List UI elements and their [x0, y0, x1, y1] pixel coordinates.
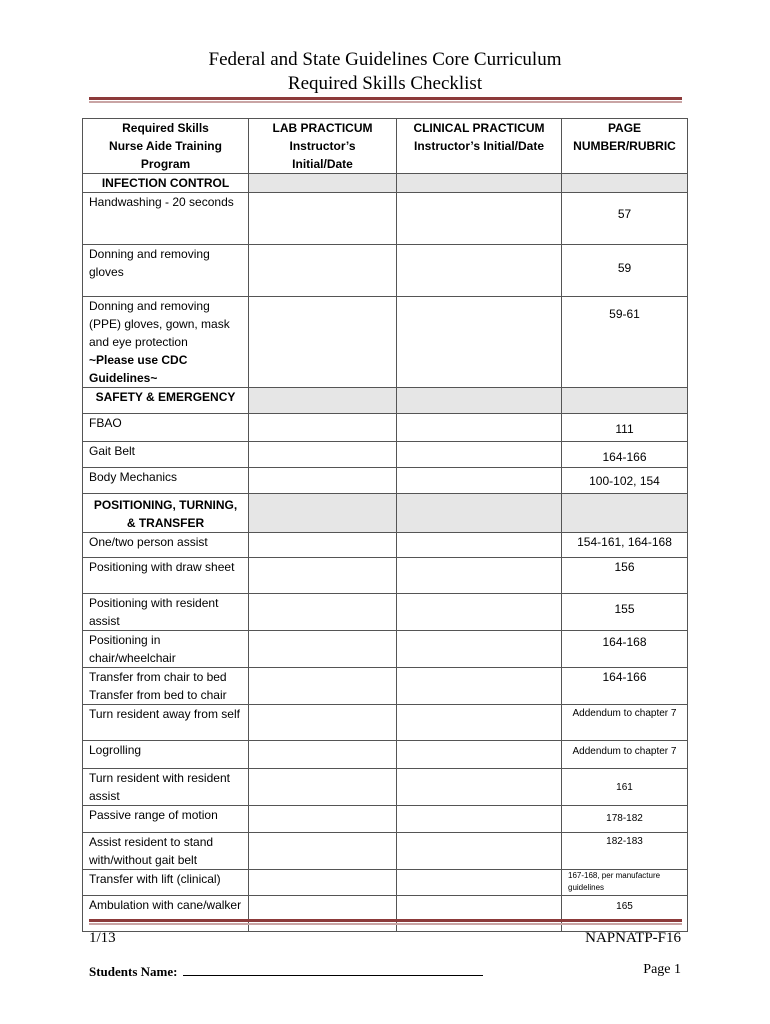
column-header-lab: LAB PRACTICUM Instructor’s Initial/Date	[249, 119, 397, 174]
skill-cell: Positioning in chair/wheelchair	[83, 631, 249, 668]
column-header-page: PAGE NUMBER/RUBRIC	[562, 119, 688, 174]
table-row	[83, 594, 688, 631]
lab-initial-cell[interactable]	[249, 245, 397, 297]
section-label: POSITIONING, TURNING, & TRANSFER	[83, 494, 249, 533]
skill-cell: Gait Belt	[83, 442, 249, 468]
table-row	[83, 705, 688, 741]
clinical-initial-cell[interactable]	[397, 468, 562, 494]
lab-initial-cell[interactable]	[249, 631, 397, 668]
table-row	[83, 806, 688, 833]
clinical-initial-cell[interactable]	[397, 806, 562, 833]
lab-initial-cell[interactable]	[249, 558, 397, 594]
skill-cell: Turn resident with resident assist	[83, 769, 249, 806]
footer-form-number: NAPNATP-F16	[585, 930, 681, 946]
skill-cell: Donning and removing gloves	[83, 245, 249, 297]
page-cell: 59	[562, 245, 688, 297]
clinical-initial-cell[interactable]	[397, 870, 562, 896]
lab-initial-cell[interactable]	[249, 896, 397, 932]
page-cell: 167-168, per manufacture guidelines	[562, 870, 688, 896]
page-number: Page 1	[643, 962, 681, 977]
lab-initial-cell[interactable]	[249, 769, 397, 806]
clinical-initial-cell[interactable]	[397, 705, 562, 741]
lab-initial-cell[interactable]	[249, 414, 397, 442]
clinical-initial-cell[interactable]	[397, 833, 562, 870]
table-row	[83, 833, 688, 870]
skill-cell: Donning and removing (PPE) gloves, gown, mask and eye protection ~Please use CDC Guidelines~	[83, 297, 249, 388]
table-row	[83, 442, 688, 468]
page-cell: 57	[562, 193, 688, 245]
lab-initial-cell[interactable]	[249, 833, 397, 870]
page-cell: 161	[562, 769, 688, 806]
skill-note: ~Please use CDC Guidelines~	[89, 353, 188, 385]
page-cell: 164-168	[562, 631, 688, 668]
page-cell: Addendum to chapter 7	[562, 705, 688, 741]
document-subtitle: Required Skills Checklist	[287, 73, 483, 94]
page-cell: 164-166	[562, 668, 688, 705]
table-row	[83, 896, 688, 932]
table-row	[83, 668, 688, 705]
lab-initial-cell[interactable]	[249, 741, 397, 769]
students-name-line[interactable]	[183, 963, 483, 976]
page-cell: 154-161, 164-168	[562, 533, 688, 558]
clinical-initial-cell[interactable]	[397, 558, 562, 594]
table-row	[83, 741, 688, 769]
clinical-initial-cell[interactable]	[397, 594, 562, 631]
document-title: Federal and State Guidelines Core Curriculum	[208, 49, 562, 70]
clinical-initial-cell[interactable]	[397, 245, 562, 297]
lab-initial-cell[interactable]	[249, 594, 397, 631]
table-header-row	[83, 119, 688, 174]
header-rule-light	[89, 101, 682, 103]
page-cell: 178-182	[562, 806, 688, 833]
section-label: SAFETY & EMERGENCY	[83, 388, 249, 414]
footer-rule	[89, 919, 682, 922]
clinical-initial-cell[interactable]	[397, 896, 562, 932]
students-name-label: Students Name:	[89, 964, 178, 979]
column-header-skills: Required Skills Nurse Aide Training Program	[83, 119, 249, 174]
lab-initial-cell[interactable]	[249, 442, 397, 468]
skill-cell: Handwashing - 20 seconds	[83, 193, 249, 245]
page-cell: 111	[562, 414, 688, 442]
students-name-field	[89, 963, 483, 980]
table-row	[83, 533, 688, 558]
page-cell: 164-166	[562, 442, 688, 468]
clinical-initial-cell[interactable]	[397, 741, 562, 769]
skill-cell: Transfer with lift (clinical)	[83, 870, 249, 896]
clinical-initial-cell[interactable]	[397, 193, 562, 245]
clinical-initial-cell[interactable]	[397, 442, 562, 468]
page-cell: Addendum to chapter 7	[562, 741, 688, 769]
clinical-initial-cell[interactable]	[397, 533, 562, 558]
page-cell: 165	[562, 896, 688, 932]
table-row	[83, 245, 688, 297]
skill-cell: Body Mechanics	[83, 468, 249, 494]
lab-initial-cell[interactable]	[249, 668, 397, 705]
lab-initial-cell[interactable]	[249, 468, 397, 494]
clinical-initial-cell[interactable]	[397, 769, 562, 806]
page-cell: 155	[562, 594, 688, 631]
table-row	[83, 558, 688, 594]
section-row	[83, 388, 688, 414]
page-cell: 156	[562, 558, 688, 594]
lab-initial-cell[interactable]	[249, 806, 397, 833]
column-header-clinical: CLINICAL PRACTICUM Instructor’s Initial/Date	[397, 119, 562, 174]
table-row	[83, 468, 688, 494]
table-row	[83, 414, 688, 442]
footer-date-code: 1/13	[89, 930, 116, 946]
lab-initial-cell[interactable]	[249, 533, 397, 558]
lab-initial-cell[interactable]	[249, 193, 397, 245]
lab-initial-cell[interactable]	[249, 870, 397, 896]
page-cell: 182-183	[562, 833, 688, 870]
page-cell: 59-61	[562, 297, 688, 388]
page-cell: 100-102, 154	[562, 468, 688, 494]
skill-cell: Assist resident to stand with/without gait belt	[83, 833, 249, 870]
skills-checklist-table	[82, 118, 688, 932]
skill-cell: Positioning with draw sheet	[83, 558, 249, 594]
table-row	[83, 769, 688, 806]
section-label: INFECTION CONTROL	[83, 174, 249, 193]
clinical-initial-cell[interactable]	[397, 631, 562, 668]
lab-initial-cell[interactable]	[249, 297, 397, 388]
header-rule	[89, 97, 682, 100]
skill-cell: One/two person assist	[83, 533, 249, 558]
lab-initial-cell[interactable]	[249, 705, 397, 741]
clinical-initial-cell[interactable]	[397, 297, 562, 388]
skill-cell: Passive range of motion	[83, 806, 249, 833]
skill-cell: Ambulation with cane/walker	[83, 896, 249, 932]
section-row	[83, 494, 688, 533]
table-row	[83, 297, 688, 388]
section-row	[83, 174, 688, 193]
skill-cell: Transfer from chair to bed Transfer from bed to chair	[83, 668, 249, 705]
table-row	[83, 193, 688, 245]
skill-cell: Positioning with resident assist	[83, 594, 249, 631]
skill-cell: Turn resident away from self	[83, 705, 249, 741]
footer-rule-light	[89, 923, 682, 925]
skill-cell: Logrolling	[83, 741, 249, 769]
skill-cell: FBAO	[83, 414, 249, 442]
clinical-initial-cell[interactable]	[397, 414, 562, 442]
table-row	[83, 870, 688, 896]
clinical-initial-cell[interactable]	[397, 668, 562, 705]
table-row	[83, 631, 688, 668]
